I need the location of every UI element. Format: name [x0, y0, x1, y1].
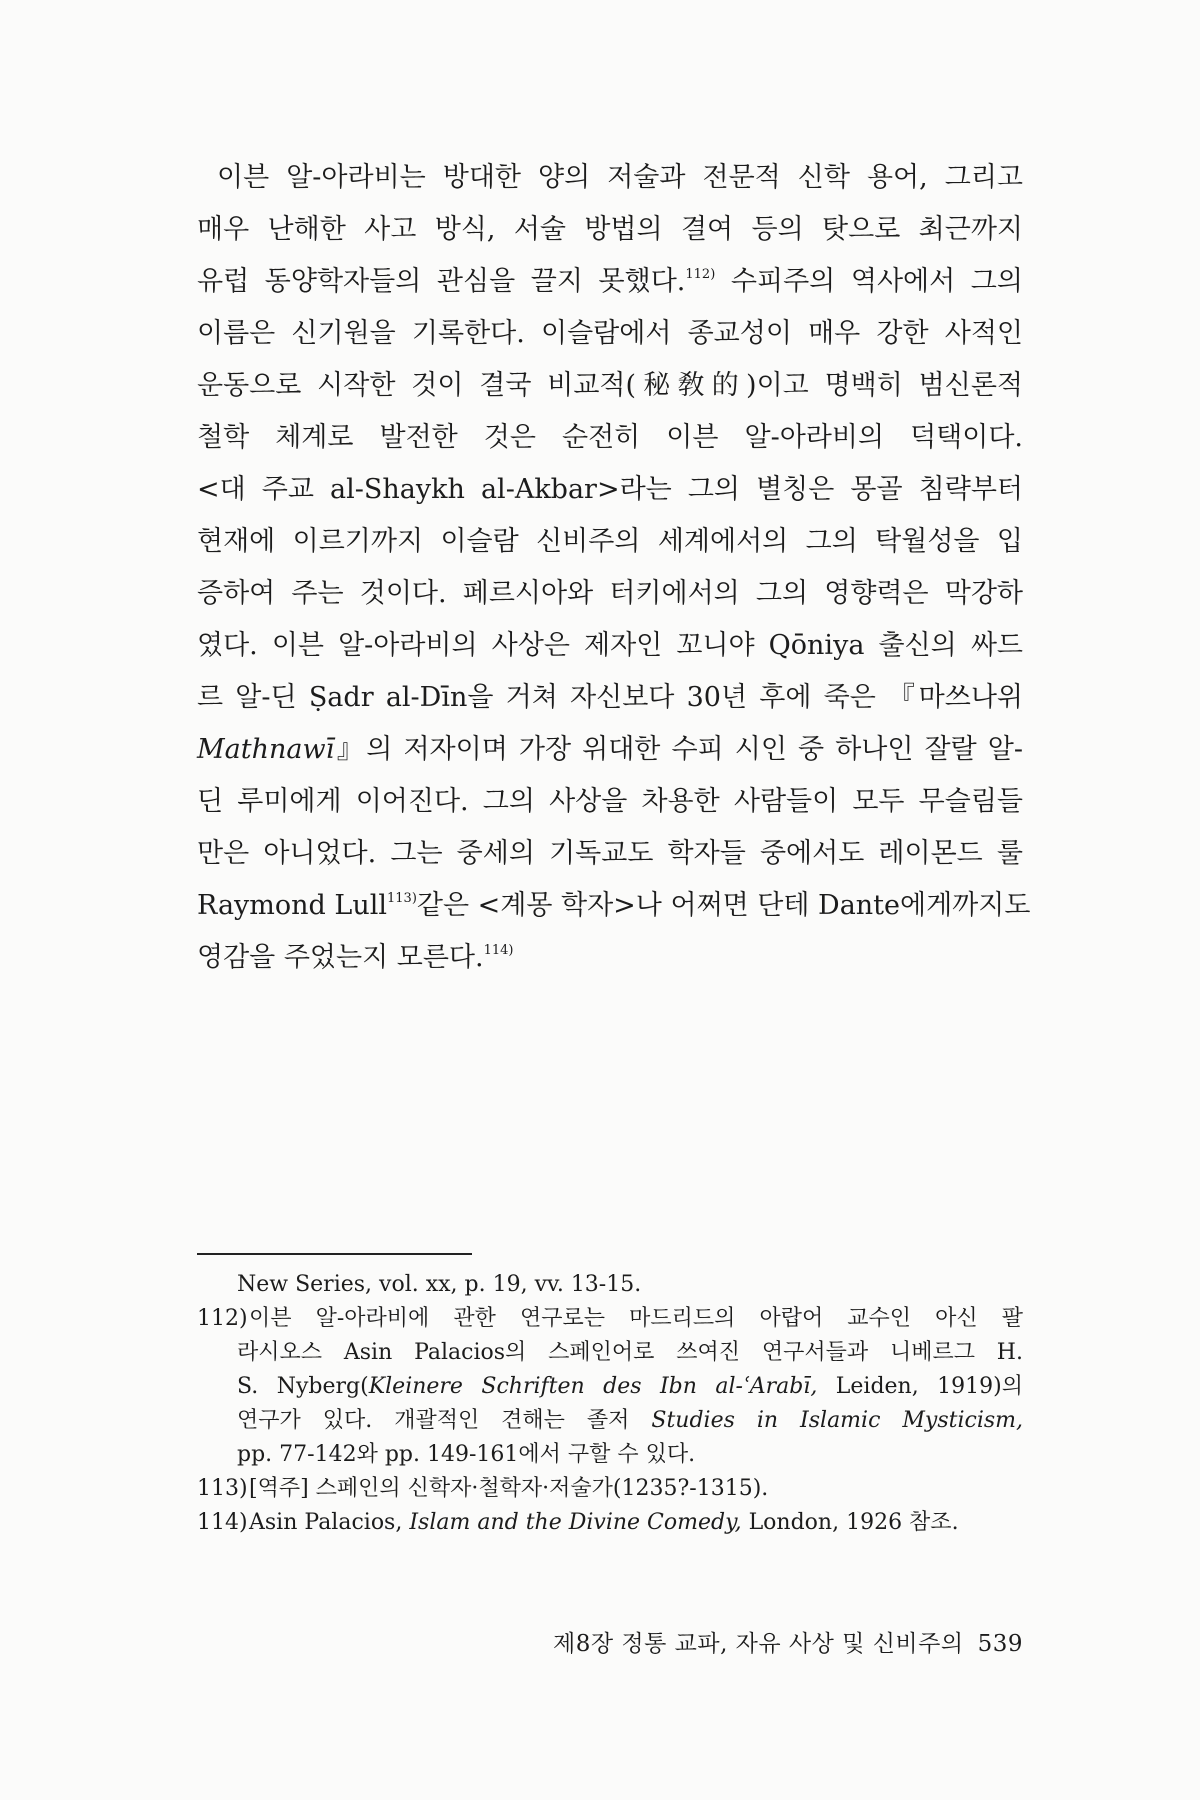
body-line: 르 알-딘 Ṣadr al-Dīn을 거쳐 자신보다 30년 후에 죽은 『마쓰나위	[197, 682, 1023, 713]
footnote-text: 이븐 알-아라비에 관한 연구로는 마드리드의 아랍어 교수인 아신 팔	[249, 1306, 1023, 1331]
page-number: 539	[977, 1631, 1023, 1657]
body-line: 딘 루미에게 이어진다. 그의 사상을 차용한 사람들이 모두 무슬림들	[197, 786, 1023, 817]
body-line-with-note	[197, 880, 1031, 932]
footnote-ref-114[interactable]: 114)	[483, 943, 514, 958]
footnote-continuation: New Series, vol. xx, p. 19, vv. 13-15.	[237, 1272, 642, 1297]
footnote-label: 114)	[197, 1510, 248, 1535]
footnote-text: Leiden, 1919)의	[817, 1374, 1023, 1399]
footnote-line: pp. 77-142와 pp. 149-161에서 구할 수 있다.	[237, 1442, 696, 1467]
body-line: 이름은 신기원을 기록한다. 이슬람에서 종교성이 매우 강한 사적인	[197, 318, 1023, 349]
footnote-text: S. Nyberg(	[237, 1374, 369, 1399]
footnote-113	[197, 1472, 1023, 1506]
footnote-label: 113)	[197, 1476, 248, 1501]
work-title: Mathnawī	[197, 734, 335, 765]
body-line-with-note	[197, 256, 1023, 308]
book-title: Islam and the Divine Comedy,	[409, 1510, 742, 1535]
body-line: 증하여 주는 것이다. 페르시아와 터키에서의 그의 영향력은 막강하	[197, 578, 1023, 609]
footnote-line	[197, 1404, 1023, 1438]
footnote-line	[197, 1472, 1023, 1506]
footnote-label: 112)	[197, 1306, 248, 1331]
body-line: <대 주교 al-Shaykh al-Akbar>라는 그의 별칭은 몽골 침략부터	[197, 474, 1023, 505]
footnote-text: Asin Palacios,	[249, 1510, 410, 1535]
person-name: Raymond Lull	[197, 890, 388, 921]
body-line: 현재에 이르기까지 이슬람 신비주의 세계에서의 그의 탁월성을 입	[197, 526, 1023, 557]
chapter-title: 제8장 정통 교파, 자유 사상 및 신비주의	[553, 1631, 964, 1657]
body-text-segment: 수피주의 역사에서 그의	[730, 266, 1023, 297]
footnote-114	[197, 1506, 1023, 1540]
body-text-segment: 의 저자이며 가장 위대한 수피 시인 중 하나인 잘랄 알-	[366, 734, 1024, 765]
footnote-line	[197, 1370, 1023, 1404]
running-footer	[197, 1625, 1023, 1658]
title-bracket: 』	[334, 734, 367, 765]
body-line-with-note	[197, 932, 1023, 984]
body-line-with-title	[197, 724, 1023, 776]
footnote-112	[197, 1302, 1023, 1472]
footnote-line	[197, 1506, 1023, 1540]
footnote-line	[197, 1302, 1023, 1336]
body-line: 매우 난해한 사고 방식, 서술 방법의 결여 등의 탓으로 최근까지	[197, 214, 1023, 245]
footnote-text: 연구가 있다. 개괄적인 견해는 졸저	[237, 1408, 652, 1433]
body-text-segment: 유럽 동양학자들의 관심을 끌지 못했다.	[197, 266, 686, 297]
footnote-ref-113[interactable]: 113)	[387, 891, 417, 906]
body-line: 만은 아니었다. 그는 중세의 기독교도 학자들 중에서도 레이몬드 룰	[197, 838, 1023, 869]
body-line: 운동으로 시작한 것이 결국 비교적(秘敎的)이고 명백히 범신론적	[197, 370, 1023, 401]
body-line: 철학 체계로 발전한 것은 순전히 이븐 알-아라비의 덕택이다.	[197, 422, 1023, 453]
book-title: Kleinere Schriften des Ibn al-ʿArabī,	[368, 1374, 818, 1399]
body-line: 이븐 알-아라비는 방대한 양의 저술과 전문적 신학 용어, 그리고	[217, 162, 1023, 193]
main-paragraph	[197, 152, 1031, 984]
footnote-ref-112[interactable]: 112)	[685, 267, 716, 282]
footnote-divider	[197, 1253, 472, 1255]
footnotes-section	[197, 1268, 1023, 1540]
body-text-segment: 영감을 주었는지 모른다.	[197, 942, 484, 973]
footnote-text: [역주] 스페인의 신학자·철학자·저술가(1235?-1315).	[249, 1476, 769, 1501]
footnote-text: London, 1926 참조.	[741, 1510, 959, 1535]
footnote-line: 라시오스 Asin Palacios의 스페인어로 쓰여진 연구서들과 니베르그 H.	[237, 1340, 1023, 1365]
body-line: 였다. 이븐 알-아라비의 사상은 제자인 꼬니야 Qōniya 출신의 싸드	[197, 630, 1023, 661]
book-title: Studies in Islamic Mysticism,	[651, 1408, 1023, 1433]
body-text-segment: 같은 <계몽 학자>나 어쩌면 단테 Dante에게까지도	[416, 890, 1031, 921]
